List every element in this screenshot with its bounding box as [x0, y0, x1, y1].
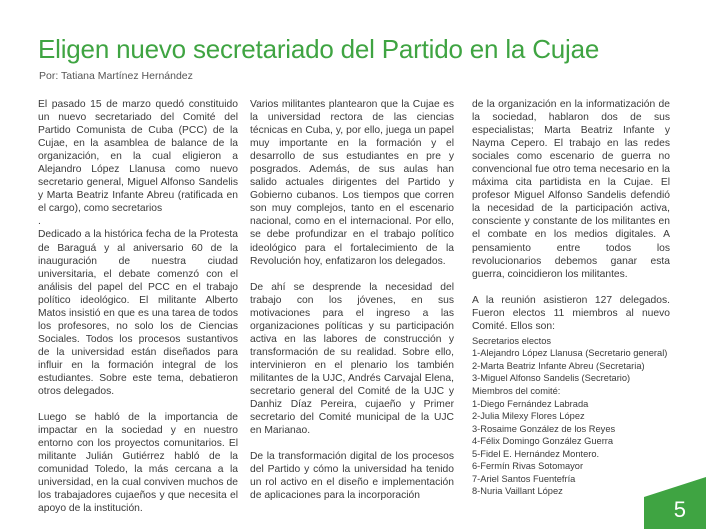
- page-number-badge: [632, 477, 706, 529]
- paragraph: Varios militantes plantearon que la Cujae es la universidad rectora de las ciencias técnicas en Cuba, y, por ello, juega un papel muy importante en la formación y el desarrollo de sus estudiantes en pre y posgrados. Además, de sus aulas han salido actuales dirigentes del Partido y Gobierno cubanos. Los tiempos que corren son muy complejos, tanto en el escenario nacional, como en el internacional. Por ello, se debe profundizar en el trabajo político ideológico para el fortalecimiento de la Revolución hoy, enfatizaron los delegados.: [250, 99, 454, 267]
- byline: Por: Tatiana Martínez Hernández: [39, 70, 193, 82]
- paragraph: .: [38, 216, 41, 228]
- paragraph: de la organización en la informatización de la sociedad, hablaron dos de sus especialistas; Marta Beatriz Infante y Nayma Cepero. El trabajo en las redes sociales como escenario de guerra no convencional fue otro tema necesario en la máxima cita partidista en la Cujae. El profesor Miguel Alfonso Sandelis defendió la necesidad de la participación activa, consciente y constante de los militantes en el combate en los medios digitales. A pensamiento entre todos los revolucionarios debemos ganar esta guerra, coincidieron los militantes.: [472, 99, 670, 280]
- list-item: 3-Miguel Alfonso Sandelis (Secretario): [472, 373, 631, 384]
- column-1: [38, 98, 238, 528]
- list-item: 1-Diego Fernández Labrada: [472, 398, 589, 409]
- page-number: 5: [673, 497, 686, 522]
- list-item: 3-Rosaime González de los Reyes: [472, 423, 616, 434]
- list-item: 6-Fermín Rivas Sotomayor: [472, 461, 584, 472]
- list-item: Miembros del comité:: [472, 385, 561, 396]
- paragraph: Dedicado a la histórica fecha de la Protesta de Baraguá y al aniversario 60 de la inauguración de nuestra ciudad universitaria, el debate comenzó con el análisis del papel del PCC en el trabajo político ideológico. El militante Alberto Matos insistió en que es una tarea de todos los profesores, no solo los de Ciencias Sociales. Todos los procesos sustantivos de la universidad están diseñados para influir en la formación integral de los estudiantes. Sobre este tema, debatieron otros delegados.: [38, 229, 238, 398]
- list-item: 2-Julia Milexy Flores López: [472, 411, 585, 422]
- paragraph: El pasado 15 de marzo quedó constituido un nuevo secretariado del Comité del Partido Comunista de Cuba (PCC) de la Cujae, en la asamblea de balance de la organización, en la cual eligieron a Alejandro López Llanusa como nuevo secretario general, Miguel Alfonso Sandelis y Marta Beatriz Infante Abreu (ratificada en el cargo), como secretarios: [38, 99, 238, 215]
- paragraph: Luego se habló de la importancia de impactar en la sociedad y en nuestro entorno con los proyectos comunitarios. El militante Julián Gutiérrez habló de la comunidad Toledo, la más cercana a la universidad, en la cual conviven muchos de los trabajadores cujaeños y que necesita el apoyo de la institución.: [38, 412, 238, 515]
- list-item: 5-Fidel E. Hernández Montero.: [472, 448, 600, 459]
- paragraph: De la transformación digital de los procesos del Partido y cómo la universidad ha tenido un rol activo en el diseño e implementación de aplicaciones para la incorporación: [250, 451, 454, 502]
- paragraph: De ahí se desprende la necesidad del trabajo con los jóvenes, en sus motivaciones para el ingreso a las organizaciones políticas y su participación activa en las labores de construcción y transformación de su realidad. Sobre ello, intervinieron en el plenario los también militantes de la UJC, Andrés Carvajal Elena, secretario general del Comité de la UJC y Danhiz Díaz Pereira, cujaeño y Primer secretario del Comité municipal de la UJC en Marianao.: [250, 281, 454, 437]
- list-item: Secretarios electos: [472, 335, 552, 346]
- list-item: 4-Félix Domingo González Guerra: [472, 436, 614, 447]
- list-item: 7-Ariel Santos Fuentefría: [472, 473, 576, 484]
- members-list: [472, 335, 670, 498]
- column-2: [250, 98, 454, 515]
- column-3: [472, 98, 670, 498]
- paragraph: A la reunión asistieron 127 delegados. Fueron electos 11 miembros al nuevo Comité. Ellos son:: [472, 294, 670, 332]
- article-title: Eligen nuevo secretariado del Partido en la Cujae: [38, 34, 600, 64]
- list-item: 1-Alejandro López Llanusa (Secretario general): [472, 348, 668, 359]
- list-item: 2-Marta Beatriz Infante Abreu (Secretaria): [472, 360, 645, 371]
- list-item: 8-Nuria Vaillant López: [472, 486, 563, 497]
